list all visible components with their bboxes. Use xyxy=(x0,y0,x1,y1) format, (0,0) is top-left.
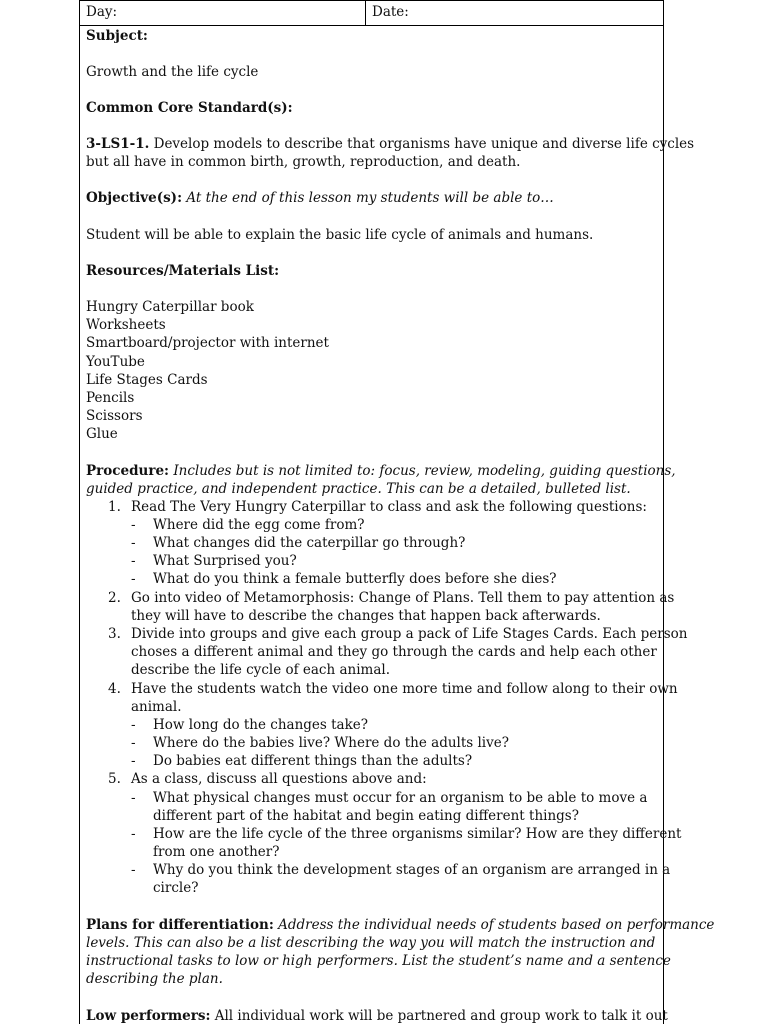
procedure-label: Procedure: xyxy=(86,463,170,479)
subject-label: Subject: xyxy=(86,28,148,44)
question-item: Where did the egg come from? xyxy=(153,517,365,533)
dash-bullet: - xyxy=(131,790,136,806)
procedure-step-3: Divide into groups and give each group a pack of Life Stages Cards. Each person xyxy=(131,626,688,642)
question-item-cont: different part of the habitat and begin eating different things? xyxy=(153,808,579,824)
dash-bullet: - xyxy=(131,862,136,878)
step-number: 5. xyxy=(108,771,121,787)
question-item: How are the life cycle of the three organisms similar? How are they different xyxy=(153,826,682,842)
dash-bullet: - xyxy=(131,535,136,551)
dash-bullet: - xyxy=(131,735,136,751)
procedure-prompt: Includes but is not limited to: focus, review, modeling, guiding questions, xyxy=(169,463,676,479)
procedure-step-4: Have the students watch the video one more time and follow along to their own xyxy=(131,681,678,697)
standard-text-line2: but all have in common birth, growth, reproduction, and death. xyxy=(86,154,521,170)
objective-label: Objective(s): xyxy=(86,190,183,206)
question-item: Do babies eat different things than the adults? xyxy=(153,753,473,769)
procedure-line1 xyxy=(86,462,676,480)
question-item: Why do you think the development stages of an organism are arranged in a xyxy=(153,862,671,878)
question-item: How long do the changes take? xyxy=(153,717,369,733)
procedure-step-2: Go into video of Metamorphosis: Change of Plans. Tell them to pay attention as xyxy=(131,590,675,606)
resource-item: Life Stages Cards xyxy=(86,372,208,388)
procedure-step-3-cont: choses a different animal and they go through the cards and help each other xyxy=(131,644,657,660)
differentiation-line1 xyxy=(86,916,714,934)
procedure-step-5: As a class, discuss all questions above and: xyxy=(131,771,427,787)
question-item-cont: from one another? xyxy=(153,844,280,860)
dash-bullet: - xyxy=(131,753,136,769)
low-performers-label: Low performers: xyxy=(86,1008,211,1024)
standards-label: Common Core Standard(s): xyxy=(86,100,293,116)
differentiation-prompt-line3: instructional tasks to low or high performers. List the student’s name and a sentence xyxy=(86,953,671,969)
resource-item: YouTube xyxy=(86,354,145,370)
question-item: What do you think a female butterfly does before she dies? xyxy=(153,571,557,587)
standard-text-line1 xyxy=(86,135,694,153)
resource-item: Scissors xyxy=(86,408,143,424)
step-number: 3. xyxy=(108,626,121,642)
procedure-step-2-cont: they will have to describe the changes that happen back afterwards. xyxy=(131,608,601,624)
resource-item: Hungry Caterpillar book xyxy=(86,299,254,315)
low-performers-text: All individual work will be partnered and group work to talk it out xyxy=(210,1008,668,1024)
lesson-plan-page xyxy=(79,0,715,1024)
differentiation-prompt-line4: describing the plan. xyxy=(86,971,223,987)
question-item-cont: circle? xyxy=(153,880,199,896)
standard-code: 3-LS1-1. xyxy=(86,136,150,152)
dash-bullet: - xyxy=(131,717,136,733)
procedure-step-1: Read The Very Hungry Caterpillar to class and ask the following questions: xyxy=(131,499,647,515)
day-field[interactable]: Day: xyxy=(80,1,366,25)
objective-text: Student will be able to explain the basic life cycle of animals and humans. xyxy=(86,227,594,243)
header-row xyxy=(80,0,663,26)
step-number: 1. xyxy=(108,499,121,515)
objective-prompt: At the end of this lesson my students will be able to… xyxy=(182,190,554,206)
low-performers-line xyxy=(86,1007,668,1025)
dash-bullet: - xyxy=(131,826,136,842)
resources-label: Resources/Materials List: xyxy=(86,263,280,279)
differentiation-prompt: Address the individual needs of students based on performance xyxy=(273,917,715,933)
procedure-step-3-cont: describe the life cycle of each animal. xyxy=(131,662,390,678)
step-number: 4. xyxy=(108,681,121,697)
standard-text: Develop models to describe that organisms have unique and diverse life cycles xyxy=(149,136,695,152)
differentiation-label: Plans for differentiation: xyxy=(86,917,274,933)
resource-item: Pencils xyxy=(86,390,135,406)
procedure-prompt-line2: guided practice, and independent practice. This can be a detailed, bulleted list. xyxy=(86,481,631,497)
dash-bullet: - xyxy=(131,571,136,587)
step-number: 2. xyxy=(108,590,121,606)
resource-item: Smartboard/projector with internet xyxy=(86,335,329,351)
resource-item: Glue xyxy=(86,426,118,442)
dash-bullet: - xyxy=(131,517,136,533)
procedure-step-4-cont: animal. xyxy=(131,699,182,715)
question-item: What changes did the caterpillar go through? xyxy=(153,535,466,551)
objective-line xyxy=(86,189,554,207)
date-field[interactable]: Date: xyxy=(372,4,409,20)
differentiation-prompt-line2: levels. This can also be a list describing the way you will match the instruction and xyxy=(86,935,656,951)
question-item: What Surprised you? xyxy=(153,553,297,569)
question-item: Where do the babies live? Where do the adults live? xyxy=(153,735,509,751)
question-item: What physical changes must occur for an organism to be able to move a xyxy=(153,790,648,806)
dash-bullet: - xyxy=(131,553,136,569)
subject-value: Growth and the life cycle xyxy=(86,64,259,80)
resource-item: Worksheets xyxy=(86,317,166,333)
